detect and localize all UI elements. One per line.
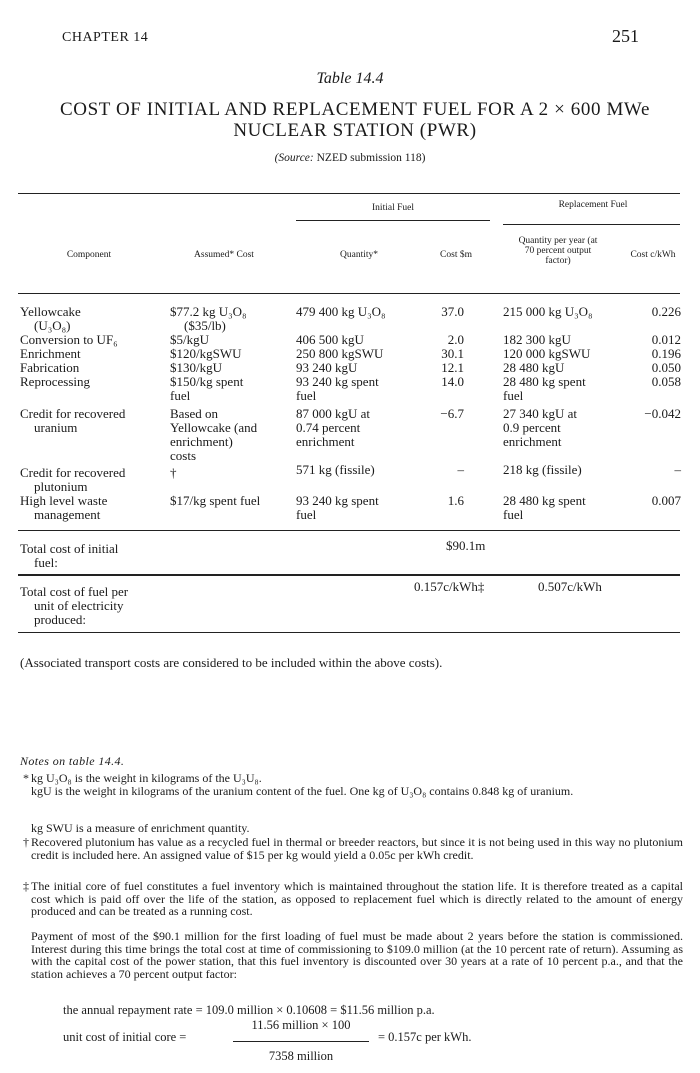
- total-initial-label: Total cost of initial: [20, 541, 119, 556]
- note-dagger-marker: †: [23, 835, 29, 849]
- header-cost-sm: Cost $m: [440, 250, 472, 260]
- row-yellowcake-component-2: (U₃O₈): [34, 318, 71, 333]
- row-yellowcake-replacement-quantity: 215 000 kg U₃O₈: [503, 304, 593, 319]
- row-fabrication-cost: 12.1: [441, 360, 464, 375]
- replacement-fuel-group-rule: [503, 224, 680, 225]
- row-fabrication-replacement-cost: 0.050: [651, 360, 681, 375]
- row-waste-quantity-2: fuel: [296, 507, 317, 522]
- row-conversion-quantity: 406 500 kgU: [296, 332, 364, 347]
- row-uranium-credit-quantity-3: enrichment: [296, 434, 355, 449]
- table-header-rule: [18, 293, 680, 294]
- row-reprocessing-assumed-2: fuel: [170, 388, 191, 403]
- row-fabrication-component: Fabrication: [20, 360, 80, 375]
- page-number: 251: [612, 26, 639, 46]
- row-reprocessing-component: Reprocessing: [20, 374, 91, 389]
- chapter-heading: CHAPTER 14: [62, 30, 149, 45]
- header-quantity-per-year: Quantity per year (at 70 percent output factor): [518, 236, 598, 266]
- row-conversion-replacement-cost: 0.012: [651, 332, 681, 347]
- note-payment: Payment of most of the $90.1 million for the first loading of fuel must be made about 2 years before the station is commissioned. Interest during this time brings the total cost at time of commissioning to $109.0 million (at the 10 percent rate of return). Assuming as with the capital cost of the power station, that this fuel inventory is discounted over 30 years at a rate of 10 percent p.a., and that the station achieves a 70 percent output factor:: [31, 929, 683, 981]
- row-waste-replacement-quantity: 28 480 kg spent: [503, 493, 586, 508]
- note-double-dagger-marker: ‡: [23, 879, 29, 893]
- row-reprocessing-cost: 14.0: [441, 374, 464, 389]
- total-per-unit-replacement-value: 0.507c/kWh: [538, 579, 602, 594]
- row-enrichment-replacement-cost: 0.196: [651, 346, 681, 361]
- row-waste-component: High level waste: [20, 493, 108, 508]
- row-conversion-assumed: $5/kgU: [170, 332, 209, 347]
- row-uranium-credit-replacement-quantity-2: 0.9 percent: [503, 420, 561, 435]
- row-conversion-replacement-quantity: 182 300 kgU: [503, 332, 571, 347]
- header-component: Component: [66, 250, 112, 260]
- row-plutonium-credit-quantity: 571 kg (fissile): [296, 462, 375, 477]
- table-title-line-1: COST OF INITIAL AND REPLACEMENT FUEL FOR A 2 × 600 MWe: [60, 99, 650, 120]
- row-uranium-credit-component-2: uranium: [34, 420, 78, 435]
- row-waste-cost: 1.6: [447, 493, 464, 508]
- note-plutonium-text: Recovered plutonium has value as a recycled fuel in thermal or breeder reactors, but since it is not being used in this way no plutonium credit is included here. An assigned value of $15 per kg would yield a 0.05c per kWh credit.: [31, 835, 683, 862]
- total-separator-rule: [18, 574, 680, 576]
- row-uranium-credit-replacement-cost: −0.042: [644, 406, 681, 421]
- note-plutonium: [23, 835, 683, 862]
- table-title-line-2: NUCLEAR STATION (PWR): [233, 120, 477, 141]
- total-per-unit-label-2: unit of electricity: [34, 598, 124, 613]
- row-uranium-credit-quantity-2: 0.74 percent: [296, 420, 361, 435]
- note-star-weight-text: kg U₃O₈ is the weight in kilograms of the U₃U₈.: [31, 771, 262, 785]
- source-label: (Source:: [274, 152, 314, 164]
- row-reprocessing-quantity: 93 240 kg spent: [296, 374, 379, 389]
- formula-numerator: 11.56 million × 100: [251, 1018, 351, 1032]
- table-body-rule: [18, 530, 680, 531]
- table-title: [10, 99, 700, 141]
- row-plutonium-credit-replacement-cost: –: [674, 462, 681, 477]
- row-yellowcake-assumed: $77.2 kg U₃O₈: [170, 304, 247, 319]
- total-initial-label-2: fuel:: [34, 555, 58, 570]
- total-initial-value: $90.1m: [446, 538, 486, 553]
- note-initial-core-text: The initial core of fuel constitutes a fuel inventory which is maintained throughout the station life. It is therefore treated as a capital cost which is paid off over the life of the station, as opposed to replacement fuel which is directly related to the amount of energy produced and can be treated as a running cost.: [31, 879, 683, 919]
- table-top-rule: [18, 193, 680, 194]
- row-enrichment-assumed: $120/kgSWU: [170, 346, 242, 361]
- row-enrichment-replacement-quantity: 120 000 kgSWU: [503, 346, 591, 361]
- formula-denominator: 7358 million: [268, 1049, 334, 1063]
- row-conversion-component: Conversion to UF₆: [20, 332, 118, 347]
- row-uranium-credit-cost: −6.7: [440, 406, 464, 421]
- total-per-unit-initial-value: 0.157c/kWh‡: [414, 579, 485, 594]
- row-fabrication-assumed: $130/kgU: [170, 360, 222, 375]
- row-plutonium-credit-assumed: †: [170, 465, 177, 480]
- header-replacement-fuel: Replacement Fuel: [558, 200, 628, 210]
- row-yellowcake-assumed-2: ($35/lb): [184, 318, 226, 333]
- row-yellowcake-quantity: 479 400 kg U₃O₈: [296, 304, 386, 319]
- total-per-unit-label: Total cost of fuel per: [20, 584, 129, 599]
- row-plutonium-credit-component: Credit for recovered: [20, 465, 126, 480]
- row-uranium-credit-replacement-quantity-3: enrichment: [503, 434, 562, 449]
- row-fabrication-replacement-quantity: 28 480 kgU: [503, 360, 565, 375]
- table-bottom-rule: [18, 632, 680, 633]
- row-yellowcake-component: Yellowcake: [20, 304, 81, 319]
- header-initial-fuel: Initial Fuel: [372, 203, 414, 213]
- row-uranium-credit-replacement-quantity: 27 340 kgU at: [503, 406, 578, 421]
- row-enrichment-component: Enrichment: [20, 346, 81, 361]
- row-waste-replacement-quantity-2: fuel: [503, 507, 524, 522]
- total-per-unit-label-3: produced:: [34, 612, 86, 627]
- row-uranium-credit-assumed-4: costs: [170, 448, 196, 463]
- header-assumed-cost: Assumed* Cost: [194, 250, 254, 260]
- row-uranium-credit-assumed: Based on: [170, 406, 219, 421]
- row-reprocessing-replacement-cost: 0.058: [651, 374, 681, 389]
- note-initial-core: [23, 879, 683, 919]
- source-text: NZED submission 118): [316, 152, 426, 164]
- row-yellowcake-replacement-cost: 0.226: [651, 304, 681, 319]
- row-reprocessing-quantity-2: fuel: [296, 388, 317, 403]
- formula-result: = 0.157c per kWh.: [378, 1030, 472, 1044]
- notes-heading: Notes on table 14.4.: [20, 754, 125, 768]
- row-plutonium-credit-cost: –: [457, 462, 464, 477]
- note-kgswu: kg SWU is a measure of enrichment quantity.: [31, 821, 250, 835]
- row-plutonium-credit-component-2: plutonium: [34, 479, 88, 494]
- note-kgu: kgU is the weight in kilograms of the uranium content of the fuel. One kg of U₃O₈ contains 0.848 kg of uranium.: [31, 784, 574, 798]
- header-cost-ckwh: Cost c/kWh: [630, 250, 676, 260]
- formula-fraction-bar: [233, 1041, 369, 1042]
- row-uranium-credit-assumed-2: Yellowcake (and: [170, 420, 258, 435]
- row-yellowcake-cost: 37.0: [441, 304, 464, 319]
- formula-repayment-rate: the annual repayment rate = 109.0 million × 0.10608 = $11.56 million p.a.: [63, 1003, 435, 1017]
- row-reprocessing-replacement-quantity-2: fuel: [503, 388, 524, 403]
- table-number: Table 14.4: [316, 70, 384, 87]
- row-conversion-cost: 2.0: [447, 332, 464, 347]
- row-uranium-credit-assumed-3: enrichment): [170, 434, 233, 449]
- header-quantity: Quantity*: [340, 250, 378, 260]
- associated-costs-note: (Associated transport costs are considered to be included within the above costs).: [20, 655, 443, 670]
- row-waste-assumed: $17/kg spent fuel: [170, 493, 261, 508]
- row-reprocessing-assumed: $150/kg spent: [170, 374, 244, 389]
- note-star-marker: *: [23, 771, 29, 785]
- row-waste-replacement-cost: 0.007: [651, 493, 681, 508]
- row-reprocessing-replacement-quantity: 28 480 kg spent: [503, 374, 586, 389]
- formula-unit-cost-label: unit cost of initial core =: [63, 1030, 187, 1044]
- note-star-weight: [23, 771, 683, 785]
- row-plutonium-credit-replacement-quantity: 218 kg (fissile): [503, 462, 582, 477]
- row-waste-quantity: 93 240 kg spent: [296, 493, 379, 508]
- row-uranium-credit-component: Credit for recovered: [20, 406, 126, 421]
- row-fabrication-quantity: 93 240 kgU: [296, 360, 358, 375]
- initial-fuel-group-rule: [296, 220, 490, 221]
- table-source: [0, 152, 700, 164]
- row-enrichment-cost: 30.1: [441, 346, 464, 361]
- row-waste-component-2: management: [34, 507, 101, 522]
- row-enrichment-quantity: 250 800 kgSWU: [296, 346, 384, 361]
- row-uranium-credit-quantity: 87 000 kgU at: [296, 406, 371, 421]
